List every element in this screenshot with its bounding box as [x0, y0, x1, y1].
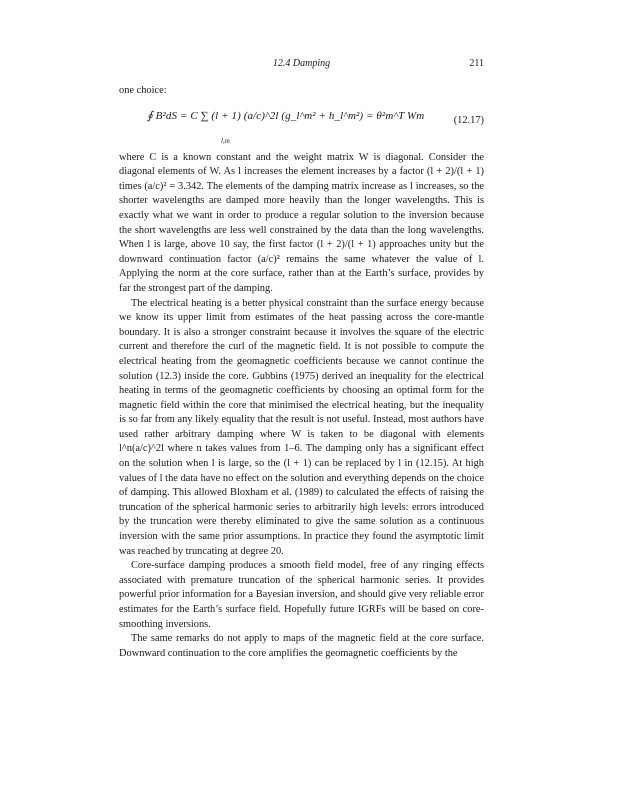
page [119, 58, 484, 661]
paragraph-3: Core-surface damping produces a smooth field model, free of any ringing effects associated with premature truncation of the spherical harmonic series. It provides powerful prior information for a Bayesian inversion, and should give very reliable error estimates for the Earth’s surface field. Hopefully future IGRFs will be based on core-smoothing inversions. [119, 560, 484, 630]
paragraph-4: The same remarks do not apply to maps of the magnetic field at the core surface. Downward continuation to the core amplifies the geomagnetic coefficients by the [119, 633, 484, 659]
running-header [119, 58, 484, 74]
equation-12-17 [119, 101, 484, 147]
paragraph-2: The electrical heating is a better physical constraint than the surface energy because we know its upper limit from estimates of the heat passing across the core-mantle boundary. It is also a stronger constraint because it involves the square of the electric current and therefore the curl of the magnetic field. It is not possible to compute the electrical heating from the geomagnetic coefficients because we cannot continue the solution (12.3) inside the core. Gubbins (1975) derived an inequality for the electrical heating in terms of the geomagnetic coefficients by choosing an optimal form for the magnetic field within the core that minimised the electrical heating, but the inequality is so far from any likely equality that the result is not useful. Instead, most authors have used rather arbitrary damping where W is taken to be diagonal with elements l^n(a/c)^2l where n takes values from 1–6. The damping only has a significant effect on the solution when l is large, so the (l + 1) can be replaced by l in (12.15). At high values of l the data have no effect on the solution and everything depends on the choice of damping. This allowed Bloxham et al. (1989) to calculated the effects of raising the truncation of the spherical harmonic series to arbitrarily high levels: errors introduced by the truncation were thereby eliminated to give the same solution as a continuous inversion with the same prior assumptions. In practice they found the asymptotic limit was reached by truncating at degree 20. [119, 297, 484, 557]
intro-text: one choice: [119, 85, 167, 96]
equation-number: (12.17) [453, 114, 484, 126]
equation-subscript: l,m [221, 136, 230, 145]
paragraph-1: where C is a known constant and the weight matrix W is diagonal. Consider the diagonal elements of W. As l increases the element increases by a factor (l + 2)/(l + 1) times (a/c)² = 3.342. The elements of the damping matrix increase as l increases, so the shorter wavelengths are damped more heavily than the longer wavelengths. This is exactly what we want in order to produce a regular solution to the inversion because the short wavelengths are less well constrained by the data than the long wavelengths. When l is large, above 10 say, the first factor (l + 2)/(l + 1) approaches unity but the downward continuation factor (a/c)² remains the same whatever the value of l. Applying the norm at the core surface, rather than at the Earth’s surface, provides by far the strongest part of the damping. [119, 151, 484, 294]
running-title: 12.4 Damping [272, 58, 331, 69]
equation-body: ∮ B²dS = C ∑ (l + 1) (a/c)^2l (g_l^m² + h_l^m²) = θ²m^T Wm [147, 109, 425, 122]
page-number: 211 [469, 58, 484, 69]
